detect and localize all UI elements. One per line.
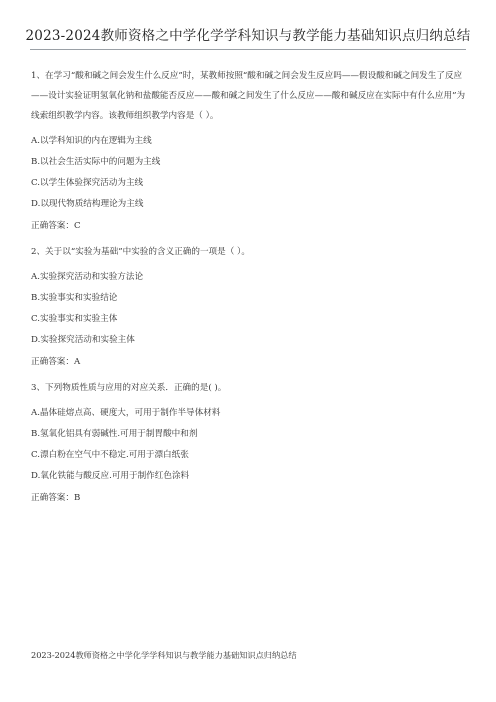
title-divider: [30, 49, 466, 50]
option-d: D.以现代物质结构理论为主线: [31, 199, 144, 209]
question-stem: 1、在学习“酸和碱之间会发生什么反应”时，某教师按照“酸和碱之间会发生反应吗——假设酸和碱之间发生了反应——设计实验证明氢氧化钠和盐酸能否反应——酸和碱之间发生了什么反应——酸和碱反应在实际中有什么应用”为线索组织教学内容。该教师组织教学内容是（ ）。: [31, 71, 466, 121]
question-stem: 3、下列物质性质与应用的对应关系．正确的是( )。: [31, 383, 227, 393]
question-3: [31, 378, 467, 504]
option-d: D.氧化铁能与酸反应.可用于制作红色涂料: [31, 471, 190, 481]
page-footer: 2023-2024教师资格之中学化学学科知识与教学能力基础知识点归纳总结: [31, 650, 297, 660]
question-2: [31, 242, 467, 368]
option-b: B.以社会生活实际中的问题为主线: [31, 157, 161, 167]
question-1: [31, 66, 467, 232]
option-d: D.实验探究活动和实验主体: [31, 335, 135, 345]
question-stem: 2、关于以“实验为基础”中实验的含义正确的一项是（ ）。: [31, 247, 250, 257]
option-b: B.实验事实和实验结论: [31, 293, 118, 303]
answer-line: 正确答案：A: [31, 357, 81, 367]
option-c: C.实验事实和实验主体: [31, 314, 118, 324]
answer-line: 正确答案：B: [31, 493, 81, 503]
option-c: C.以学生体验探究活动为主线: [31, 178, 144, 188]
option-a: A.以学科知识的内在逻辑为主线: [31, 136, 152, 146]
option-a: A.实验探究活动和实验方法论: [31, 272, 144, 282]
answer-line: 正确答案：C: [31, 221, 81, 231]
page-title: 2023-2024教师资格之中学化学学科知识与教学能力基础知识点归纳总结: [25, 28, 471, 44]
question-list: [31, 66, 467, 514]
option-b: B.氢氧化铝具有弱碱性.可用于制胃酸中和剂: [31, 429, 198, 439]
option-c: C.漂白粉在空气中不稳定.可用于漂白纸张: [31, 450, 189, 460]
option-a: A.晶体硅熔点高、硬度大，可用于制作半导体材料: [31, 408, 221, 418]
